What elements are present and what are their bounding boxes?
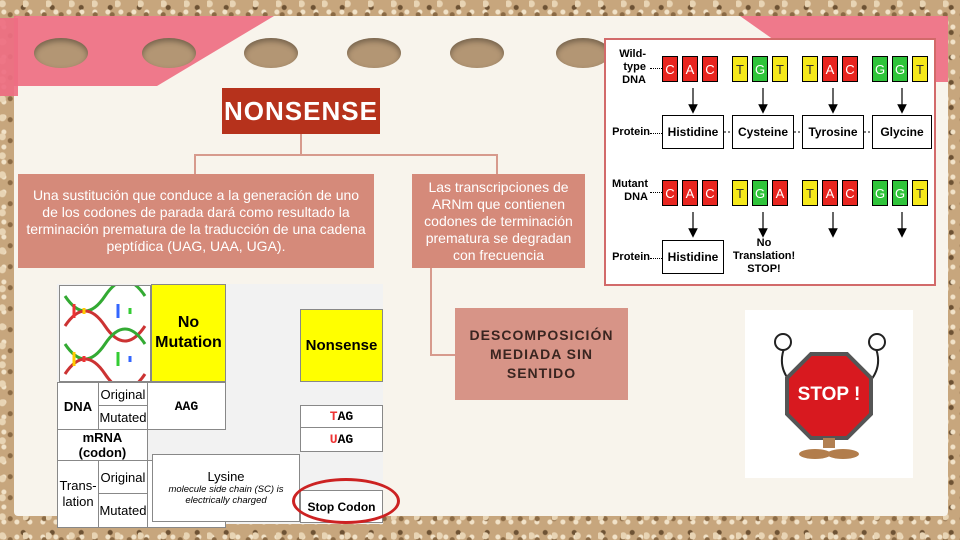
base-letter: T [776, 61, 784, 77]
base-letter: G [754, 185, 766, 201]
original-label: Original [99, 383, 148, 406]
nonsense-dna-first: T [329, 409, 338, 424]
wild-type-label: Wild-type DNA [619, 48, 646, 86]
base-letter: G [894, 185, 906, 201]
no-mutation-header: No Mutation [152, 285, 226, 382]
nmd-box: DESCOMPOSICIÓN MEDIADA SIN SENTIDO [455, 308, 628, 400]
base-letter: G [874, 185, 886, 201]
degradation-box: Las transcripciones de ARNm que contienen codones de terminación prematura se degradan con frecuencia [412, 174, 585, 268]
lysine-label: Lysine [207, 469, 245, 484]
nonsense-dna-rest: AG [337, 409, 354, 424]
no-translation-text: No Translation! STOP! [732, 237, 796, 275]
base-letter: C [705, 185, 715, 201]
translation-label: Trans-lation [58, 461, 99, 528]
dna-label: DNA [58, 383, 99, 430]
base-letter: T [806, 61, 814, 77]
stop-sign-text: STOP ! [797, 384, 861, 405]
protein-glycine: Glycine [872, 115, 932, 149]
base-letter: T [916, 61, 924, 77]
base-letter: C [705, 61, 715, 77]
base-letter: G [874, 61, 886, 77]
protein-label-mutant: Protein [612, 251, 650, 263]
base-letter: A [825, 185, 835, 201]
lysine-note: molecule side chain (SC) is electrically charged [168, 484, 284, 506]
definition-box: Una sustitución que conduce a la generación de uno de los codones de parada dará como resultado la terminación prematura de la traducción de una cadena peptídica (UAG, UAA, UGA). [18, 174, 374, 268]
translation-mutated: Mutated [99, 494, 148, 528]
base-letter: T [736, 185, 744, 201]
base-letter: G [754, 61, 766, 77]
protein-cysteine: Cysteine [732, 115, 794, 149]
protein-label-wild: Protein [612, 126, 650, 138]
base-letter: T [736, 61, 744, 77]
base-letter: A [685, 185, 695, 201]
base-letter: T [916, 185, 924, 201]
base-letter: C [665, 185, 675, 201]
base-letter: C [845, 61, 855, 77]
nonsense-header: Nonsense [301, 310, 383, 382]
mutated-label: Mutated [99, 406, 148, 430]
mrna-label: mRNA (codon) [58, 430, 148, 461]
mutated-codon: AAG [147, 383, 225, 430]
page-title: NONSENSE [222, 88, 380, 134]
nonsense-mrna-rest: AG [337, 432, 354, 447]
base-letter: T [806, 185, 814, 201]
base-letter: A [825, 61, 835, 77]
translation-original: Original [99, 461, 148, 494]
mutant-protein-histidine: Histidine [662, 240, 724, 274]
stop-codon-cell: Stop Codon [300, 490, 383, 523]
base-letter: C [665, 61, 675, 77]
protein-histidine: Histidine [662, 115, 724, 149]
base-letter: G [894, 61, 906, 77]
base-letter: C [845, 185, 855, 201]
stop-sign-illustration [745, 310, 913, 478]
nonsense-mrna-first: U [329, 432, 338, 447]
protein-tyrosine: Tyrosine [802, 115, 864, 149]
mutant-label: Mutant DNA [611, 178, 648, 203]
base-letter: A [685, 61, 695, 77]
base-letter: A [775, 185, 785, 201]
